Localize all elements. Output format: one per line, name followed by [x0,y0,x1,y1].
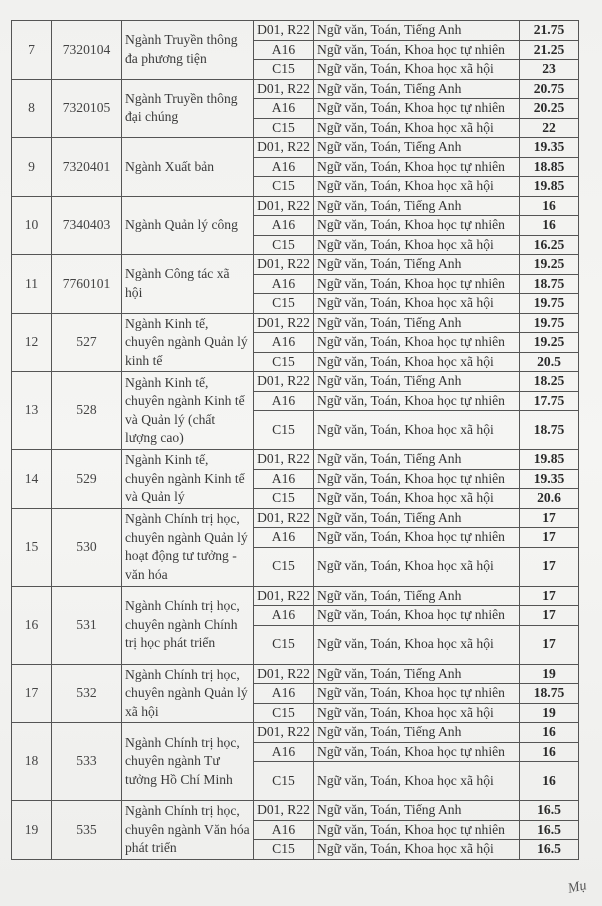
cutoff-score: 16 [520,723,579,743]
subject-list: Ngữ văn, Toán, Khoa học xã hội [314,762,520,801]
subject-list: Ngữ văn, Toán, Khoa học tự nhiên [314,333,520,353]
subject-list: Ngữ văn, Toán, Khoa học xã hội [314,60,520,80]
cutoff-score: 21.25 [520,40,579,60]
subject-combination-code: A16 [254,742,314,762]
major-name: Ngành Chính trị học, chuyên ngành Quản lý xã hội [122,664,254,723]
cutoff-score: 16.5 [520,820,579,840]
table-row [12,196,579,216]
major-name: Ngành Kinh tế, chuyên ngành Quản lý kinh tế [122,313,254,372]
cutoff-score: 16.5 [520,840,579,860]
row-number: 15 [12,508,52,586]
major-name: Ngành Chính trị học, chuyên ngành Chính trị học phát triển [122,586,254,664]
subject-list: Ngữ văn, Toán, Khoa học xã hội [314,489,520,509]
major-name: Ngành Kinh tế, chuyên ngành Kinh tế và Quản lý [122,450,254,509]
major-code: 531 [52,586,122,664]
subject-combination-code: D01, R22 [254,450,314,470]
subject-list: Ngữ văn, Toán, Khoa học tự nhiên [314,274,520,294]
subject-list: Ngữ văn, Toán, Khoa học xã hội [314,703,520,723]
subject-combination-code: C15 [254,762,314,801]
cutoff-score: 18.25 [520,372,579,392]
cutoff-score: 20.5 [520,352,579,372]
table-row [12,138,579,158]
subject-combination-code: D01, R22 [254,586,314,606]
major-code: 527 [52,313,122,372]
subject-combination-code: D01, R22 [254,664,314,684]
subject-list: Ngữ văn, Toán, Khoa học tự nhiên [314,99,520,119]
subject-list: Ngữ văn, Toán, Khoa học tự nhiên [314,528,520,548]
subject-combination-code: D01, R22 [254,21,314,41]
subject-combination-code: C15 [254,411,314,450]
table-row [12,801,579,821]
subject-list: Ngữ văn, Toán, Tiếng Anh [314,586,520,606]
subject-combination-code: D01, R22 [254,255,314,275]
subject-list: Ngữ văn, Toán, Khoa học xã hội [314,411,520,450]
cutoff-score: 19.25 [520,255,579,275]
major-code: 535 [52,801,122,860]
cutoff-score: 20.25 [520,99,579,119]
admission-score-table [11,20,579,860]
row-number: 16 [12,586,52,664]
subject-list: Ngữ văn, Toán, Khoa học tự nhiên [314,469,520,489]
subject-combination-code: C15 [254,489,314,509]
subject-combination-code: A16 [254,391,314,411]
table-row [12,508,579,528]
cutoff-score: 16.25 [520,235,579,255]
cutoff-score: 18.75 [520,411,579,450]
subject-list: Ngữ văn, Toán, Khoa học xã hội [314,352,520,372]
major-code: 7320104 [52,21,122,80]
cutoff-score: 16 [520,216,579,236]
cutoff-score: 20.75 [520,79,579,99]
subject-list: Ngữ văn, Toán, Khoa học tự nhiên [314,40,520,60]
cutoff-score: 19.85 [520,450,579,470]
table-body [12,21,579,860]
major-name: Ngành Kinh tế, chuyên ngành Kinh tế và Quản lý (chất lượng cao) [122,372,254,450]
major-code: 533 [52,723,122,801]
major-code: 7320105 [52,79,122,138]
subject-list: Ngữ văn, Toán, Khoa học tự nhiên [314,820,520,840]
subject-list: Ngữ văn, Toán, Tiếng Anh [314,801,520,821]
subject-list: Ngữ văn, Toán, Khoa học tự nhiên [314,684,520,704]
cutoff-score: 18.75 [520,684,579,704]
subject-combination-code: A16 [254,469,314,489]
cutoff-score: 23 [520,60,579,80]
row-number: 9 [12,138,52,197]
subject-list: Ngữ văn, Toán, Khoa học xã hội [314,235,520,255]
table-row [12,79,579,99]
cutoff-score: 17 [520,547,579,586]
cutoff-score: 16 [520,742,579,762]
subject-combination-code: A16 [254,606,314,626]
subject-combination-code: A16 [254,274,314,294]
major-code: 532 [52,664,122,723]
subject-list: Ngữ văn, Toán, Tiếng Anh [314,723,520,743]
row-number: 14 [12,450,52,509]
subject-list: Ngữ văn, Toán, Khoa học tự nhiên [314,606,520,626]
subject-combination-code: D01, R22 [254,79,314,99]
subject-combination-code: C15 [254,352,314,372]
subject-combination-code: D01, R22 [254,372,314,392]
cutoff-score: 21.75 [520,21,579,41]
subject-combination-code: C15 [254,840,314,860]
subject-combination-code: C15 [254,235,314,255]
cutoff-score: 19.35 [520,469,579,489]
table-row [12,21,579,41]
subject-list: Ngữ văn, Toán, Khoa học xã hội [314,294,520,314]
subject-combination-code: D01, R22 [254,508,314,528]
subject-combination-code: D01, R22 [254,801,314,821]
subject-list: Ngữ văn, Toán, Tiếng Anh [314,450,520,470]
cutoff-score: 17 [520,528,579,548]
row-number: 13 [12,372,52,450]
subject-combination-code: A16 [254,99,314,119]
subject-combination-code: A16 [254,40,314,60]
major-name: Ngành Xuất bản [122,138,254,197]
subject-list: Ngữ văn, Toán, Tiếng Anh [314,138,520,158]
row-number: 12 [12,313,52,372]
subject-combination-code: D01, R22 [254,313,314,333]
cutoff-score: 17 [520,606,579,626]
subject-list: Ngữ văn, Toán, Khoa học xã hội [314,118,520,138]
major-name: Ngành Chính trị học, chuyên ngành Quản lý hoạt động tư tưởng - văn hóa [122,508,254,586]
row-number: 11 [12,255,52,314]
cutoff-score: 16.5 [520,801,579,821]
subject-list: Ngữ văn, Toán, Khoa học tự nhiên [314,157,520,177]
cutoff-score: 19.85 [520,177,579,197]
subject-combination-code: A16 [254,528,314,548]
subject-combination-code: C15 [254,294,314,314]
handwritten-signature: Mụ [566,878,588,897]
subject-list: Ngữ văn, Toán, Tiếng Anh [314,508,520,528]
subject-list: Ngữ văn, Toán, Khoa học tự nhiên [314,742,520,762]
subject-combination-code: A16 [254,333,314,353]
major-name: Ngành Công tác xã hội [122,255,254,314]
subject-combination-code: C15 [254,118,314,138]
row-number: 18 [12,723,52,801]
cutoff-score: 19.25 [520,333,579,353]
cutoff-score: 19 [520,703,579,723]
subject-list: Ngữ văn, Toán, Tiếng Anh [314,196,520,216]
cutoff-score: 17.75 [520,391,579,411]
subject-list: Ngữ văn, Toán, Khoa học tự nhiên [314,391,520,411]
row-number: 10 [12,196,52,255]
row-number: 8 [12,79,52,138]
cutoff-score: 19 [520,664,579,684]
subject-combination-code: A16 [254,820,314,840]
subject-combination-code: A16 [254,157,314,177]
subject-list: Ngữ văn, Toán, Tiếng Anh [314,21,520,41]
table-row [12,723,579,743]
cutoff-score: 16 [520,196,579,216]
major-name: Ngành Chính trị học, chuyên ngành Văn hóa phát triển [122,801,254,860]
subject-combination-code: C15 [254,547,314,586]
subject-list: Ngữ văn, Toán, Khoa học xã hội [314,177,520,197]
subject-combination-code: D01, R22 [254,138,314,158]
subject-list: Ngữ văn, Toán, Tiếng Anh [314,255,520,275]
major-code: 7320401 [52,138,122,197]
major-name: Ngành Truyền thông đại chúng [122,79,254,138]
subject-list: Ngữ văn, Toán, Khoa học xã hội [314,547,520,586]
subject-list: Ngữ văn, Toán, Tiếng Anh [314,313,520,333]
subject-combination-code: A16 [254,216,314,236]
row-number: 17 [12,664,52,723]
cutoff-score: 17 [520,625,579,664]
subject-combination-code: C15 [254,703,314,723]
subject-combination-code: D01, R22 [254,196,314,216]
major-name: Ngành Chính trị học, chuyên ngành Tư tưởng Hồ Chí Minh [122,723,254,801]
subject-list: Ngữ văn, Toán, Khoa học xã hội [314,840,520,860]
cutoff-score: 16 [520,762,579,801]
cutoff-score: 18.85 [520,157,579,177]
table-row [12,450,579,470]
table-row [12,586,579,606]
major-code: 528 [52,372,122,450]
table-row [12,313,579,333]
major-code: 530 [52,508,122,586]
cutoff-score: 17 [520,508,579,528]
cutoff-score: 19.75 [520,313,579,333]
cutoff-score: 20.6 [520,489,579,509]
major-code: 7340403 [52,196,122,255]
cutoff-score: 17 [520,586,579,606]
table-row [12,664,579,684]
subject-list: Ngữ văn, Toán, Tiếng Anh [314,664,520,684]
row-number: 7 [12,21,52,80]
major-code: 7760101 [52,255,122,314]
subject-combination-code: C15 [254,60,314,80]
subject-list: Ngữ văn, Toán, Tiếng Anh [314,79,520,99]
table-row [12,255,579,275]
cutoff-score: 22 [520,118,579,138]
cutoff-score: 19.35 [520,138,579,158]
subject-combination-code: C15 [254,625,314,664]
subject-list: Ngữ văn, Toán, Khoa học xã hội [314,625,520,664]
subject-list: Ngữ văn, Toán, Khoa học tự nhiên [314,216,520,236]
major-name: Ngành Quản lý công [122,196,254,255]
subject-combination-code: C15 [254,177,314,197]
major-code: 529 [52,450,122,509]
cutoff-score: 18.75 [520,274,579,294]
subject-list: Ngữ văn, Toán, Tiếng Anh [314,372,520,392]
table-row [12,372,579,392]
major-name: Ngành Truyền thông đa phương tiện [122,21,254,80]
subject-combination-code: D01, R22 [254,723,314,743]
subject-combination-code: A16 [254,684,314,704]
row-number: 19 [12,801,52,860]
cutoff-score: 19.75 [520,294,579,314]
